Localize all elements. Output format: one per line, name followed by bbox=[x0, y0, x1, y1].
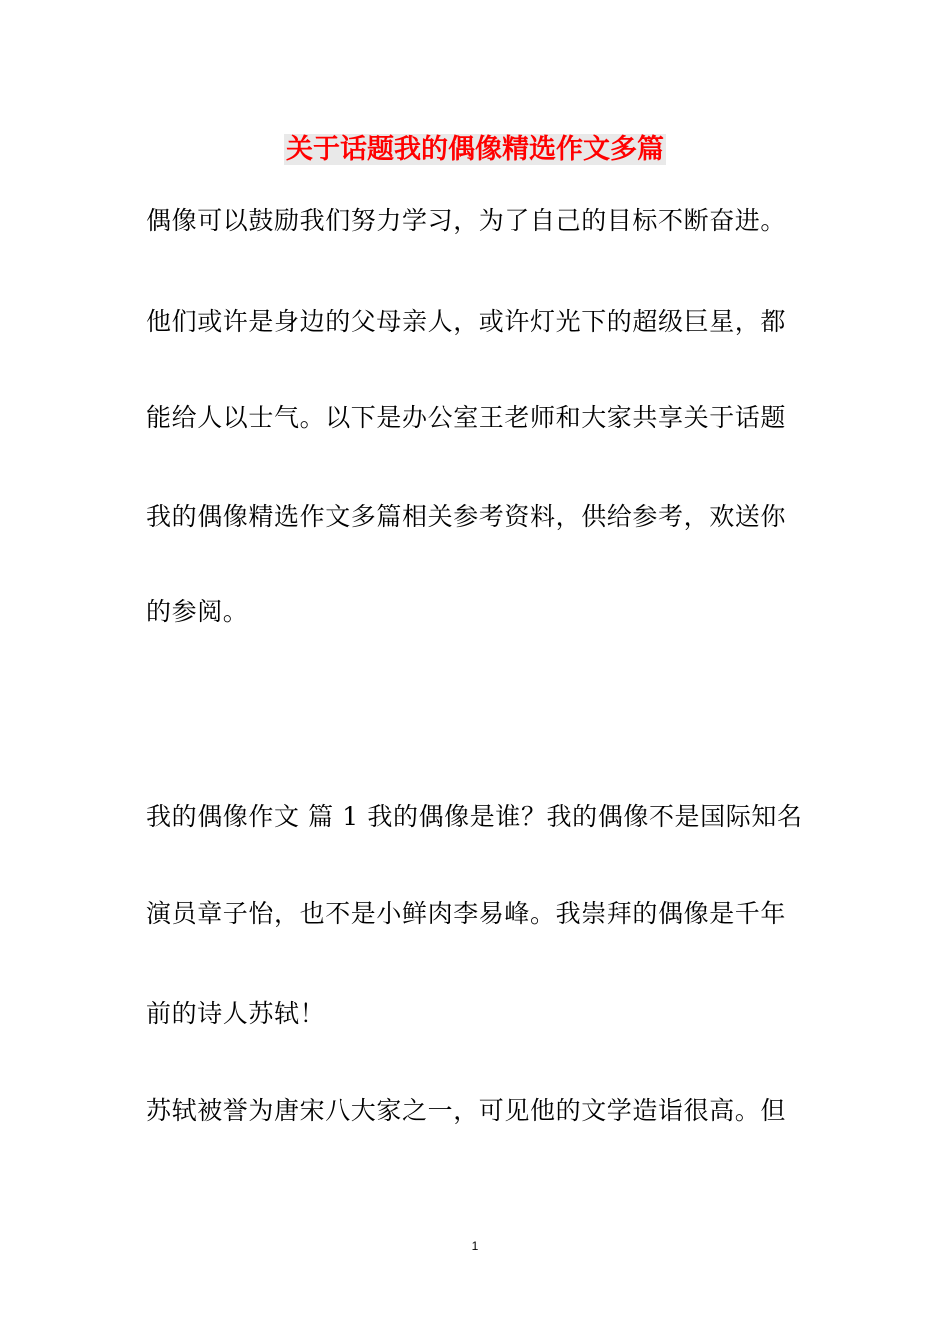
body-line-5: 的参阅。 bbox=[146, 597, 249, 626]
body-line-9: 苏轼被誉为唐宋八大家之一，可见他的文学造诣很高。但 bbox=[146, 1096, 787, 1125]
body-line-6: 我的偶像作文 篇 1 我的偶像是谁？我的偶像不是国际知名 bbox=[146, 802, 803, 831]
body-line-7: 演员章子怡，也不是小鲜肉李易峰。我崇拜的偶像是千年 bbox=[146, 899, 787, 928]
page-number: 1 bbox=[471, 1239, 479, 1253]
body-line-2: 他们或许是身边的父母亲人，或许灯光下的超级巨星，都 bbox=[146, 307, 787, 336]
body-line-1: 偶像可以鼓励我们努力学习，为了自己的目标不断奋进。 bbox=[146, 206, 787, 235]
body-line-3: 能给人以士气。以下是办公室王老师和大家共享关于话题 bbox=[146, 403, 787, 432]
body-line-8: 前的诗人苏轼！ bbox=[146, 999, 326, 1028]
document-title bbox=[0, 131, 950, 169]
document-title-text: 关于话题我的偶像精选作文多篇 bbox=[286, 134, 664, 165]
body-line-4: 我的偶像精选作文多篇相关参考资料，供给参考，欢送你 bbox=[146, 502, 787, 531]
